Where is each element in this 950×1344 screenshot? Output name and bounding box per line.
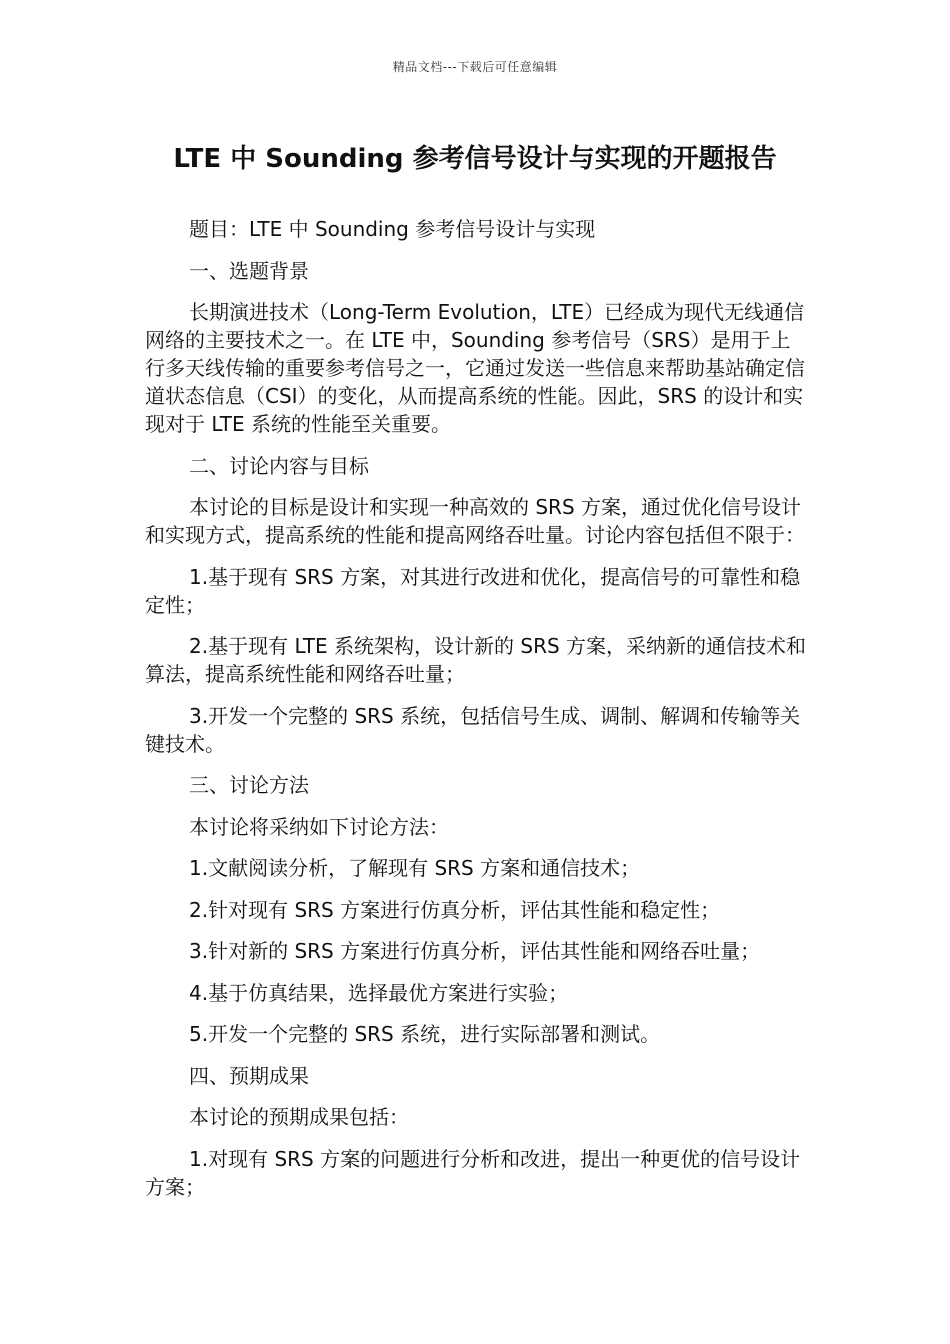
paragraph-background: 长期演进技术（Long-Term Evolution，LTE）已经成为现代无线通信网络的主要技术之一。在 LTE 中，Sounding 参考信号（SRS）是用于上行多天线传输的重要参考信号之一，它通过发送一些信息来帮助基站确定信道状态信息（CSI）的变化，从而提高系统的性能。因此，SRS 的设计和实现对于 LTE 系统的性能至关重要。: [145, 300, 805, 436]
list-item: 1.对现有 SRS 方案的问题进行分析和改进，提出一种更优的信号设计方案；: [145, 1146, 801, 1199]
list-item: 3.针对新的 SRS 方案进行仿真分析，评估其性能和网络吞吐量；: [189, 939, 761, 963]
document-title: LTE 中 Sounding 参考信号设计与实现的开题报告: [173, 144, 777, 174]
list-item: 3.开发一个完整的 SRS 系统，包括信号生成、调制、解调和传输等关键技术。: [145, 703, 801, 756]
paragraph-goals: 本讨论的目标是设计和实现一种高效的 SRS 方案，通过优化信号设计和实现方式，提高系统的性能和提高网络吞吐量。讨论内容包括但不限于：: [145, 495, 805, 547]
section-heading-content-goals: 二、讨论内容与目标: [189, 453, 369, 478]
list-item: 4.基于仿真结果，选择最优方案进行实验；: [189, 980, 569, 1005]
section-heading-expected-results: 四、预期成果: [189, 1063, 309, 1088]
paragraph-methods-intro: 本讨论将采纳如下讨论方法：: [189, 814, 449, 839]
section-heading-methods: 三、讨论方法: [189, 773, 309, 797]
header-note: 精品文档---下载后可任意编辑: [392, 60, 558, 74]
list-item: 1.文献阅读分析，了解现有 SRS 方案和通信技术；: [189, 856, 641, 880]
document-body: [145, 215, 810, 1214]
paragraph-topic: 题目：LTE 中 Sounding 参考信号设计与实现: [189, 217, 596, 241]
section-heading-background: 一、选题背景: [189, 258, 309, 283]
list-item: 1.基于现有 SRS 方案，对其进行改进和优化，提高信号的可靠性和稳定性；: [145, 564, 801, 617]
list-item: 2.针对现有 SRS 方案进行仿真分析，评估其性能和稳定性；: [189, 897, 721, 922]
list-item: 5.开发一个完整的 SRS 系统，进行实际部署和测试。: [189, 1022, 661, 1046]
list-item: 2.基于现有 LTE 系统架构，设计新的 SRS 方案，采纳新的通信技术和算法，提高系统性能和网络吞吐量；: [145, 634, 807, 686]
paragraph-results-intro: 本讨论的预期成果包括：: [189, 1105, 409, 1129]
